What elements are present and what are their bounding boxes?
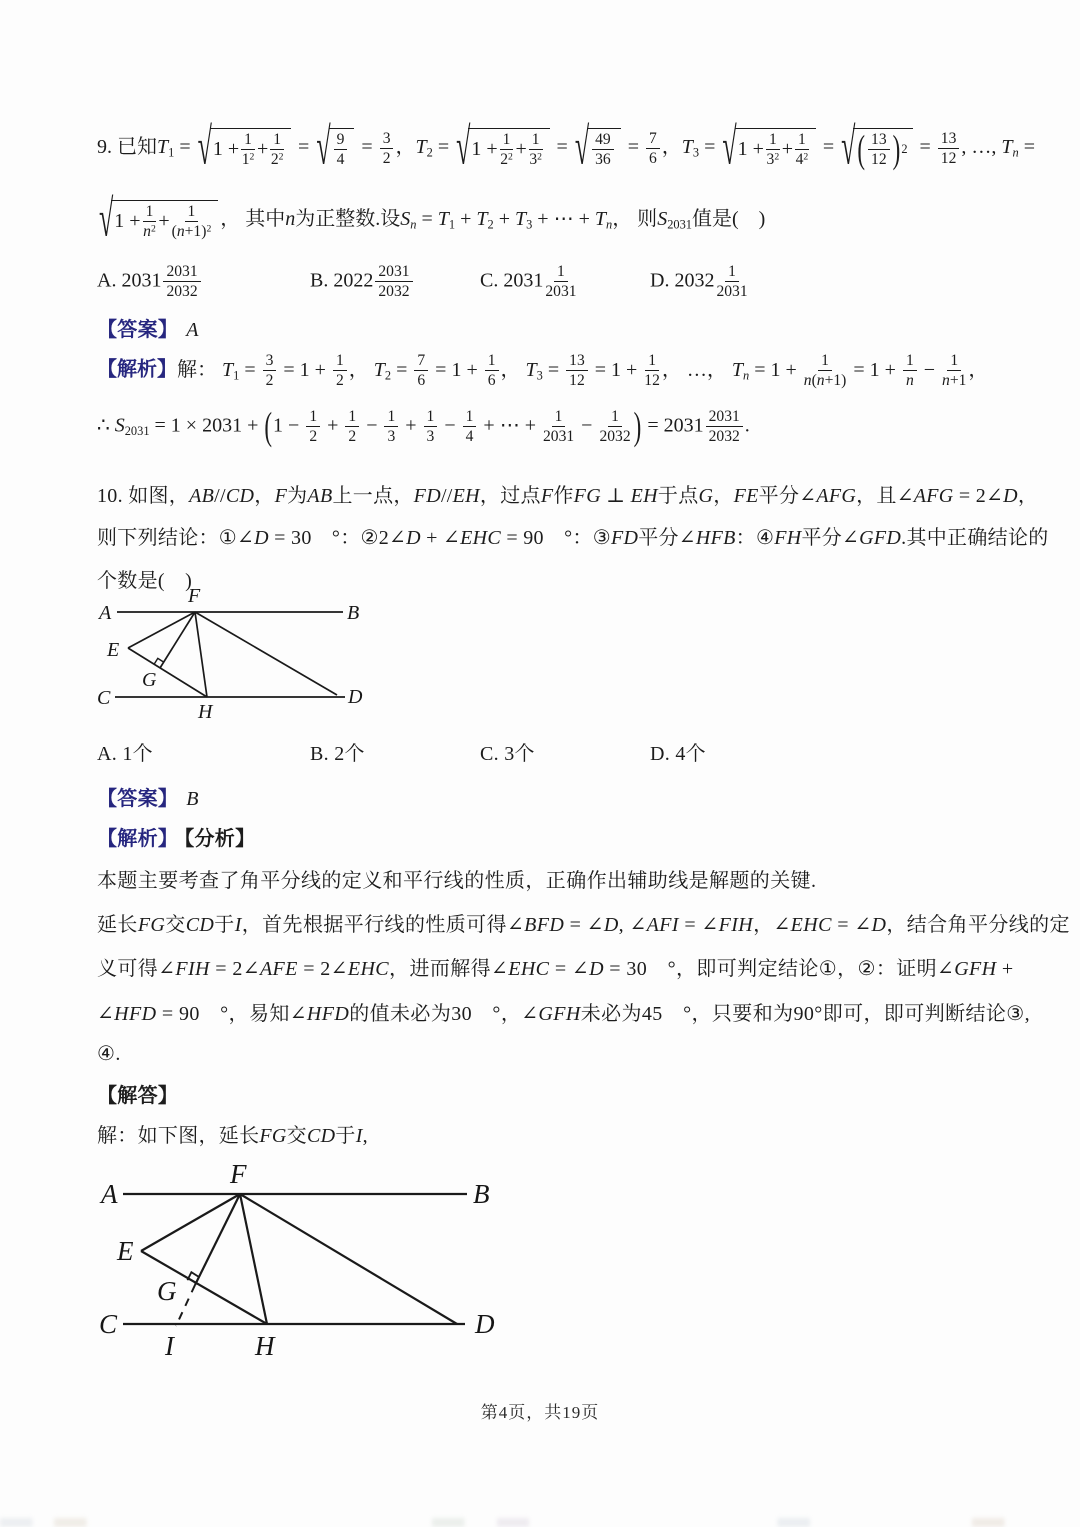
- q10-analysis-paragraph-line-5: ④.: [97, 1043, 121, 1065]
- fig2-label-C: C: [99, 1309, 118, 1339]
- fig2-label-E: E: [117, 1236, 134, 1266]
- q9-option-a: A. 2031 $\frac{2031}{2032}$: [97, 263, 310, 301]
- fig2-segment-FD: [240, 1194, 457, 1324]
- q10-solve-label: 【解答】: [97, 1085, 179, 1107]
- fig1-label-G: G: [142, 669, 157, 691]
- fig2-label-B: B: [473, 1179, 490, 1209]
- fig1-label-D: D: [348, 686, 363, 708]
- fig1-label-A: A: [99, 602, 112, 624]
- q9-solution-math-1: 解： T1 = $\frac{3}{2}$ = 1 + $\frac{1}{2}$ ， T2 = $\frac{7}{6}$ = 1 + $\frac{1}{6}$ ， T3 = $\frac{13}{12}$ = 1 + $\frac{1}{12}$ ， …， Tn = 1 + $\frac{1}{n(n+1)}$ = 1 + $\frac{1}{n}$ − $\frac{1}{n+1}$ ，: [177, 352, 989, 390]
- q9-analysis-line-1: [97, 352, 988, 390]
- q10-analysis-paragraph-line-4: ∠HFD = 90 °，易知∠HFD的值未必为30 °，∠GFH未必为45 °，只要和为90°即可，即可判断结论③,: [97, 1003, 1031, 1025]
- q9-answer-row: [97, 313, 199, 342]
- fig1-label-B: B: [347, 602, 360, 624]
- fig2-segment-FH: [240, 1194, 267, 1324]
- fig1-label-H: H: [198, 701, 213, 723]
- q9-option-b: B. 2022 $\frac{2031}{2032}$: [310, 263, 480, 301]
- q10-stem-line-1: 10. 如图，AB//CD，F为AB上一点，FD//EH，过点F作FG ⊥ EH于点G，FE平分∠AFG，且∠AFG = 2∠D，: [97, 485, 1039, 507]
- q10-analysis-paragraph-line-2: 延长FG交CD于I，首先根据平行线的性质可得∠BFD = ∠D, ∠AFI = ∠FIH，∠EHC = ∠D，结合角平分线的定: [97, 914, 1070, 936]
- q10-option-a: A. 1个: [97, 743, 153, 765]
- q9-stem-line-2: √ 1 + $\frac{1}{n^2}$ + $\frac{1}{(n+1)^2}$ ， 其中n为正整数.设Sn = T1 + T2 + T3 + ⋯ + Tn， 则S2031值是( ): [99, 189, 766, 248]
- figure-1-geometry-diagram: [95, 585, 385, 725]
- figure-2-geometry-diagram: [95, 1163, 505, 1373]
- fig1-segment-FD: [195, 612, 337, 695]
- fig1-segment-FH: [195, 612, 207, 697]
- q10-analysis-header: [97, 822, 255, 851]
- q10-option-d: D. 4个: [650, 743, 706, 765]
- q10-options-row: [97, 737, 706, 766]
- fig2-label-D: D: [475, 1309, 495, 1339]
- fig1-label-F: F: [188, 585, 201, 607]
- fig2-label-G: G: [157, 1276, 177, 1306]
- fig1-segment-FE: [128, 612, 195, 648]
- scan-edge-artifact: [0, 1518, 1080, 1527]
- q10-answer-row: [97, 782, 199, 811]
- q9-analysis-label: 【解析】: [97, 358, 177, 381]
- q10-analysis-paragraph-line-1: 本题主要考查了角平分线的定义和平行线的性质，正确作出辅助线是解题的关键.: [97, 870, 817, 892]
- q9-option-d: D. 2032 $\frac{1}{2031}$: [650, 263, 748, 301]
- fig2-label-I: I: [165, 1331, 174, 1361]
- q9-option-c: C. 2031 $\frac{1}{2031}$: [480, 263, 577, 301]
- q10-answer-value: B: [186, 788, 199, 810]
- q9-stem-line-1: 9. 已知T1 = √ 1 + $\frac{1}{1^2}$ + $\frac{1}{2^2}$ = √ 9 4 = $\frac{3}{2}$ ，T2 = √ 1 + $\frac{1}{2^2}$ + $\frac{1}{3^2}$ = √ 49 36 = $\frac{7}{6}$ ，T3 = √ 1 + $\frac{1}{3^2}$ + $\frac{1}{4^2}$ = √ ( 13 12 ) 2 = $\frac{13}{12}$ , …, Tn =: [97, 117, 1035, 176]
- q10-stem-line-3: 个数是( ): [97, 570, 193, 592]
- fig1-label-C: C: [97, 687, 111, 709]
- q9-analysis-line-2: ∴ S2031 = 1 × 2031 + (1 − $\frac{1}{2}$ + $\frac{1}{2}$ − $\frac{1}{3}$ + $\frac{1}{3}$ − $\frac{1}{4}$ + ⋯ + $\frac{1}{2031}$ − $\frac{1}{2032}$ ) = 2031 $\frac{2031}{2032}$ .: [97, 404, 750, 448]
- fig1-label-E: E: [107, 639, 120, 661]
- page-footer: 第4页，共19页: [480, 1403, 600, 1422]
- fig2-label-A: A: [101, 1179, 118, 1209]
- q10-analysis-paragraph-line-3: 义可得∠FIH = 2∠AFE = 2∠EHC，进而解得∠EHC = ∠D = 30 °，即可判定结论①，②：证明∠GFH +: [97, 958, 1014, 980]
- q9-answer-label: 【答案】: [97, 319, 179, 341]
- fig2-label-F: F: [230, 1163, 247, 1189]
- q10-option-c: C. 3个: [480, 743, 535, 765]
- q10-analysis-title: 【分析】: [184, 828, 256, 850]
- q10-option-b: B. 2个: [310, 743, 365, 765]
- fig2-dashed-segment-GI: [176, 1285, 195, 1326]
- q10-answer-label: 【答案】: [97, 788, 179, 810]
- q10-stem-line-2: 则下列结论：①∠D = 30 °：②2∠D + ∠EHC = 90 °：③FD平分∠HFB：④FH平分∠GFD.其中正确结论的: [97, 527, 1049, 549]
- q10-analysis-label: 【解析】: [97, 828, 179, 850]
- fig1-segment-FG: [160, 612, 195, 668]
- q9-options-row: [97, 263, 750, 301]
- q9-answer-value: A: [186, 319, 199, 341]
- q10-solution-intro: 解：如下图，延长FG交CD于I,: [97, 1125, 368, 1147]
- fig2-label-H: H: [255, 1331, 275, 1361]
